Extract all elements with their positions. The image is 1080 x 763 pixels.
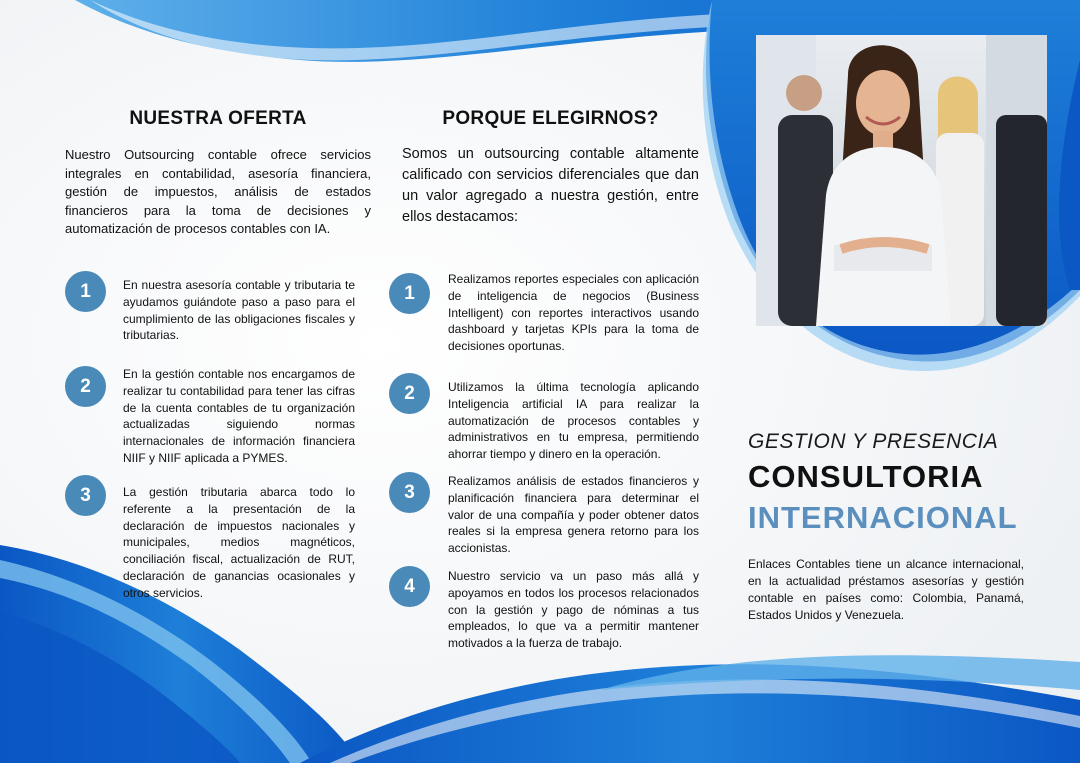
cover-description: Enlaces Contables tiene un alcance internacional, en la actualidad préstamos asesorías y gestión contable en países como: Colombia, Panamá, Estados Unidos y Venezuela. [748,557,1024,622]
cover-subtitle: GESTION Y PRESENCIA [748,430,999,453]
offer-item-1 [65,271,355,351]
why-item-text: Realizamos análisis de estados financieros y planificación financiera para determinar el valor de una compañía y poder obtener datos reales si la empresa genera retorno para los accionistas. [448,474,699,556]
why-intro: Somos un outsourcing contable altamente calificado con servicios diferenciales que dan un valor agregado a nuestra gestión, entre ellos destacamos: [402,146,699,225]
team-photo [756,35,1047,326]
cover-title: CONSULTORIA [748,459,984,494]
offer-item-3 [65,475,355,605]
why-item-1 [389,271,699,361]
number-badge: 1 [65,271,106,312]
number-badge: 2 [389,373,430,414]
why-section [402,108,699,228]
why-item-4 [389,566,699,676]
offer-item-text: En nuestra asesoría contable y tributaria te ayudamos guiándote paso a paso para el cumplimiento de las obligaciones fiscales y tributarias. [123,278,355,343]
cover-accent-title: INTERNACIONAL [748,500,1018,535]
number-badge: 2 [65,366,106,407]
offer-section [65,108,371,239]
offer-heading: NUESTRA OFERTA [129,108,307,129]
why-item-2 [389,372,699,467]
number-badge: 3 [389,472,430,513]
number-badge: 1 [389,273,430,314]
why-heading: PORQUE ELEGIRNOS? [442,108,659,129]
offer-intro: Nuestro Outsourcing contable ofrece servicios integrales en contabilidad, asesoría financiera, gestión de impuestos, análisis de estados financieros para la toma de decisiones y automatización de procesos contables con IA. [65,147,371,236]
why-item-text: Nuestro servicio va un paso más allá y apoyamos en todos los procesos relacionados con la gestión y pago de nóminas a tus empleados, lo que va a permitir mantener motivados a la fuerza de trabajo. [448,569,699,651]
why-item-text: Utilizamos la última tecnología aplicando Inteligencia artificial IA para realizar la automatización de procesos contables y administrativos en tu empresa, permitiendo ahorrar tiempo y dinero en la operación. [448,380,699,462]
number-badge: 3 [65,475,106,516]
offer-item-text: La gestión tributaria abarca todo lo referente a la presentación de la declaración de impuestos nacionales y municipales, medios magnéticos, conciliación fiscal, actualización de RUT, declaración de ganancias ocasionales y otros servicios. [123,485,355,600]
why-item-text: Realizamos reportes especiales con aplicación de inteligencia de negocios (Business Intelligent) con reportes interactivos usando dashboard y tarjetas KPIs para la toma de decisiones oportunas. [448,272,699,354]
number-badge: 4 [389,566,430,607]
offer-item-text: En la gestión contable nos encargamos de realizar tu contabilidad para tener las cifras de la cuenta contables de tu organización actualizadas siguiendo normas internacionales de información financiera NIIF y NIIF aplicada a PYMES. [123,367,355,465]
offer-item-2 [65,366,355,476]
why-item-3 [389,472,699,562]
